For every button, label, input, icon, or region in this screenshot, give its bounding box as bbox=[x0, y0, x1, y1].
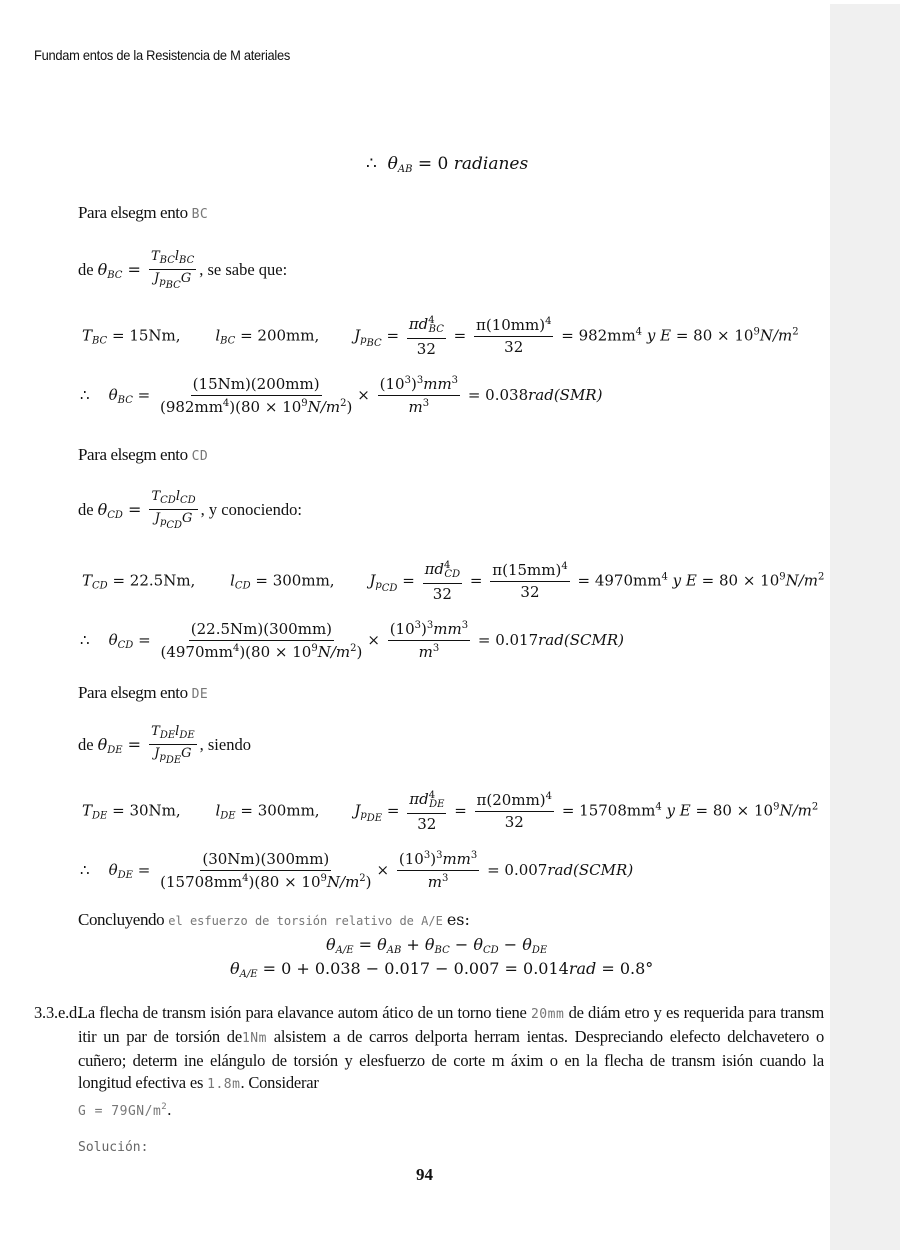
angle-numerator: (22.5Nm)(300mm) bbox=[189, 621, 334, 641]
exponent: 4 bbox=[655, 801, 662, 813]
exponent: 3 bbox=[432, 643, 440, 655]
diameter-term: π(10mm) bbox=[475, 316, 546, 335]
page-number: 94 bbox=[416, 1165, 433, 1184]
exponent: 9 bbox=[773, 801, 780, 813]
subscript: BC bbox=[428, 324, 444, 335]
conv-part: ) bbox=[430, 850, 437, 868]
segment-calculation bbox=[80, 620, 624, 662]
exponent: 3 bbox=[442, 873, 449, 885]
exponent: 9 bbox=[311, 642, 318, 654]
torque-value: = 30Nm, bbox=[112, 801, 181, 820]
J-symbol: J bbox=[154, 745, 160, 761]
exponent: 9 bbox=[320, 872, 327, 884]
therefore-symbol: ∴ bbox=[80, 860, 90, 879]
intro-suffix: , y conociendo: bbox=[200, 500, 302, 519]
equals-sign: = bbox=[386, 326, 400, 345]
conjunction: y bbox=[672, 571, 682, 590]
length-value: = 200mm, bbox=[240, 326, 320, 345]
subscript: DE bbox=[159, 730, 176, 741]
subscript: AB bbox=[386, 945, 402, 956]
exponent: 9 bbox=[301, 397, 308, 409]
exponent: 2 bbox=[792, 326, 799, 338]
segment-calculation bbox=[80, 850, 633, 892]
pi-d-symbol: πd bbox=[409, 790, 429, 808]
l-symbol: l bbox=[175, 724, 180, 739]
subscript: BC bbox=[159, 255, 175, 266]
p-symbol: p bbox=[360, 335, 367, 347]
subscript: CD bbox=[107, 510, 123, 521]
length-value: = 300mm, bbox=[255, 571, 335, 590]
equals-sign: = bbox=[127, 260, 141, 279]
conv-part: mm bbox=[433, 620, 462, 638]
segment-values bbox=[82, 560, 824, 603]
conv-part: ) bbox=[421, 620, 427, 638]
exponent: 2 bbox=[818, 571, 825, 583]
conv-part: (10 bbox=[379, 375, 405, 393]
shear-modulus-value: G = 79GN/m bbox=[78, 1104, 162, 1119]
theta-symbol: θ bbox=[97, 260, 108, 279]
pi-d-symbol: πd bbox=[408, 315, 429, 333]
denominator: 32 bbox=[416, 339, 436, 358]
polar-moment-formula bbox=[407, 790, 446, 833]
J-symbol: J bbox=[369, 571, 376, 590]
diameter-term: π(15mm) bbox=[492, 561, 562, 580]
length-value: 1.8m bbox=[207, 1077, 241, 1092]
segment-values bbox=[82, 790, 818, 833]
equals-sign: = bbox=[402, 571, 415, 590]
modulus-unit: N/m bbox=[759, 326, 793, 345]
conclusion-line bbox=[78, 910, 470, 930]
polar-moment-formula bbox=[407, 315, 446, 358]
exponent: 3 bbox=[404, 375, 411, 386]
subscript: DE bbox=[117, 869, 133, 881]
subscript: DE bbox=[220, 810, 236, 822]
exponent: 4 bbox=[242, 872, 249, 884]
subscript: DE bbox=[429, 799, 445, 810]
T-symbol: T bbox=[151, 489, 161, 504]
segment-heading-text: Para elsegm ento bbox=[78, 445, 188, 464]
torque-value: = 15Nm, bbox=[111, 326, 181, 345]
conv-part: ) bbox=[410, 375, 417, 393]
den-part: N/m bbox=[326, 872, 360, 891]
exponent: 3 bbox=[422, 398, 430, 410]
angle-unit: rad(SMR) bbox=[528, 385, 603, 404]
subscript: BC bbox=[107, 270, 123, 281]
diameter-term: π(20mm) bbox=[476, 791, 546, 810]
therefore-symbol: ∴ bbox=[80, 385, 90, 404]
subscript: BC bbox=[179, 255, 195, 266]
angle-fraction bbox=[158, 376, 354, 417]
solution-label: Solución: bbox=[78, 1140, 149, 1155]
polar-moment-substitution bbox=[475, 791, 554, 832]
subscript: BC bbox=[92, 335, 108, 347]
equals-value: = 0 bbox=[417, 154, 449, 174]
equation-term: + θ bbox=[401, 935, 435, 954]
segment-heading bbox=[78, 203, 208, 223]
total-angle-result bbox=[230, 959, 653, 980]
subscript: CD bbox=[482, 945, 499, 956]
exponent: 3 bbox=[451, 375, 459, 386]
segment-formula-intro bbox=[78, 490, 302, 531]
subscript: A/E bbox=[239, 969, 258, 980]
T-symbol: T bbox=[82, 801, 93, 820]
segment-heading bbox=[78, 683, 208, 703]
l-symbol: l bbox=[230, 571, 235, 590]
G-symbol: G bbox=[180, 270, 192, 286]
segment-heading bbox=[78, 445, 208, 465]
den-part: (982mm bbox=[159, 397, 223, 416]
problem-text: de diám etro y es requerida para transm itir un par de torsión de bbox=[78, 1003, 824, 1046]
exponent: 2 bbox=[359, 872, 366, 884]
equals-sign: = bbox=[454, 801, 467, 820]
torque-value: 1Nm bbox=[241, 1031, 267, 1046]
exponent: 3 bbox=[414, 620, 422, 631]
polar-moment-result: = 982mm bbox=[561, 326, 636, 345]
angle-result: = 0.017 bbox=[477, 630, 539, 649]
subscript: CD bbox=[444, 569, 461, 580]
equals-sign: = bbox=[469, 571, 483, 590]
torsion-formula bbox=[149, 725, 197, 766]
modulus-value: = 80 × 10 bbox=[695, 801, 774, 820]
segment-heading-text: Para elsegm ento bbox=[78, 203, 188, 222]
exponent: 9 bbox=[753, 326, 760, 338]
therefore-symbol: ∴ bbox=[366, 154, 377, 174]
running-header: Fundam entos de la Resistencia de M ateriales bbox=[34, 47, 291, 63]
exponent: 2 bbox=[161, 1102, 168, 1112]
exponent: 2 bbox=[350, 642, 357, 654]
angle-result: = 0.007 bbox=[487, 860, 548, 879]
segment-formula-intro bbox=[78, 725, 251, 766]
conv-part: m bbox=[418, 643, 433, 662]
problem-text: . Considerar bbox=[240, 1073, 319, 1092]
conv-part: (10 bbox=[389, 620, 415, 638]
conv-part: m bbox=[408, 398, 423, 417]
theta-symbol: θ bbox=[97, 735, 108, 754]
equation-term: − θ bbox=[449, 935, 483, 954]
exponent: 3 bbox=[436, 850, 443, 861]
intro-suffix: , se sabe que: bbox=[199, 260, 288, 279]
conv-part: mm bbox=[423, 375, 452, 393]
conclusion-middle: el esfuerzo de torsión relativo de A/E bbox=[168, 914, 443, 928]
denominator: 32 bbox=[520, 583, 540, 602]
segment-calculation bbox=[80, 375, 602, 417]
equals-sign: = bbox=[127, 735, 142, 754]
result-theta-ab bbox=[366, 154, 528, 175]
equals-sign: = bbox=[138, 630, 151, 649]
side-panel bbox=[830, 4, 900, 1250]
conversion-fraction bbox=[378, 375, 460, 417]
l-symbol: l bbox=[175, 489, 180, 504]
polar-moment-substitution bbox=[490, 561, 569, 602]
exponent: 4 bbox=[545, 316, 552, 328]
l-symbol: l bbox=[215, 801, 221, 820]
exponent: 4 bbox=[661, 571, 668, 583]
den-part: ) bbox=[365, 872, 372, 891]
p-symbol: p bbox=[159, 276, 166, 288]
exponent: 4 bbox=[222, 397, 230, 409]
segment-formula-intro bbox=[78, 250, 287, 291]
angle-result: = 0.038 bbox=[467, 385, 529, 404]
exponent: 4 bbox=[428, 790, 436, 801]
subscript: CD bbox=[92, 580, 108, 592]
conjunction: y bbox=[666, 801, 675, 820]
T-symbol: T bbox=[82, 571, 93, 590]
total-angle-equation bbox=[326, 935, 547, 956]
G-symbol: G bbox=[182, 510, 193, 526]
denominator: 32 bbox=[432, 584, 452, 603]
equals-sign: = bbox=[386, 801, 400, 820]
den-part: )(80 × 10 bbox=[239, 642, 312, 661]
exponent: 4 bbox=[545, 791, 553, 803]
T-symbol: T bbox=[151, 249, 160, 264]
angle-unit: rad(SCMR) bbox=[538, 630, 624, 649]
exponent: 3 bbox=[423, 850, 431, 861]
equation-term: = θ bbox=[358, 935, 387, 954]
polar-moment-result: = 4970mm bbox=[577, 571, 662, 590]
J-symbol: J bbox=[154, 510, 160, 526]
times-sign: × bbox=[367, 630, 380, 649]
subscript: DE bbox=[107, 745, 123, 756]
intro-prefix: de bbox=[78, 500, 94, 519]
den-part: N/m bbox=[317, 642, 351, 661]
subscript: AB bbox=[397, 164, 413, 175]
times-sign: × bbox=[376, 860, 390, 879]
exponent: 3 bbox=[461, 620, 469, 631]
conclusion-end: es: bbox=[446, 910, 470, 929]
polar-moment-result: = 15708mm bbox=[561, 801, 656, 820]
exponent: 4 bbox=[635, 326, 643, 338]
l-symbol: l bbox=[174, 249, 180, 264]
total-angle-value: = 0 + 0.038 − 0.017 − 0.007 = 0.014 bbox=[262, 959, 569, 978]
polar-moment-formula bbox=[423, 560, 463, 603]
T-symbol: T bbox=[82, 326, 93, 345]
exponent: 4 bbox=[444, 560, 451, 571]
equals-sign: = bbox=[137, 860, 151, 879]
therefore-symbol: ∴ bbox=[80, 630, 90, 649]
exponent: 3 bbox=[426, 620, 434, 631]
conversion-fraction bbox=[397, 850, 479, 892]
equation-term: − θ bbox=[498, 935, 532, 954]
p-symbol: p bbox=[375, 580, 382, 592]
subscript: BC bbox=[366, 338, 382, 350]
subscript: DE bbox=[92, 810, 108, 822]
segment-id: DE bbox=[191, 687, 209, 702]
theta-symbol: θ bbox=[97, 500, 108, 519]
intro-prefix: de bbox=[78, 260, 94, 279]
modulus-unit: N/m bbox=[785, 571, 819, 590]
length-value: = 300mm, bbox=[240, 801, 320, 820]
conjunction: y bbox=[646, 326, 656, 345]
p-symbol: p bbox=[159, 516, 167, 528]
J-symbol: J bbox=[354, 326, 361, 345]
conv-part: m bbox=[427, 873, 443, 892]
subscript: DE bbox=[366, 813, 383, 825]
denominator: 32 bbox=[417, 814, 437, 833]
equals-sign: = bbox=[453, 326, 467, 345]
torsion-formula bbox=[149, 490, 197, 531]
subscript: CD bbox=[166, 519, 183, 531]
denominator: 32 bbox=[504, 338, 524, 357]
equals-sign: = bbox=[137, 385, 151, 404]
angle-numerator: (15Nm)(200mm) bbox=[191, 376, 322, 396]
den-part: )(80 × 10 bbox=[229, 397, 302, 416]
equals-sign: = bbox=[127, 500, 142, 519]
subscript: CD bbox=[160, 495, 176, 506]
J-symbol: J bbox=[154, 270, 160, 286]
angle-fraction bbox=[158, 851, 373, 892]
den-part: )(80 × 10 bbox=[248, 872, 321, 891]
pi-d-symbol: πd bbox=[424, 560, 445, 578]
times-sign: × bbox=[357, 385, 370, 404]
l-symbol: l bbox=[215, 326, 221, 345]
den-part: ) bbox=[346, 397, 353, 416]
subscript: BC bbox=[220, 335, 236, 347]
unit: radianes bbox=[453, 154, 529, 174]
E-symbol: E bbox=[660, 326, 672, 345]
problem-statement bbox=[34, 1002, 824, 1123]
den-part: ) bbox=[356, 642, 363, 661]
conv-part: (10 bbox=[398, 850, 424, 868]
E-symbol: E bbox=[679, 801, 691, 820]
exponent: 3 bbox=[416, 375, 424, 386]
problem-number: 3.3.e.d. bbox=[34, 1003, 81, 1022]
T-symbol: T bbox=[151, 724, 160, 739]
intro-prefix: de bbox=[78, 735, 94, 754]
exponent: 3 bbox=[470, 850, 478, 861]
angle-unit: rad(SCMR) bbox=[547, 860, 634, 879]
segment-values bbox=[82, 315, 799, 358]
denominator: 32 bbox=[504, 813, 524, 832]
exponent: 2 bbox=[340, 397, 347, 409]
angle-fraction bbox=[158, 621, 364, 662]
rad-unit: rad bbox=[568, 959, 597, 978]
subscript: CD bbox=[117, 639, 134, 651]
segment-id: CD bbox=[191, 449, 209, 464]
exponent: 4 bbox=[561, 561, 568, 573]
intro-suffix: , siendo bbox=[199, 735, 251, 754]
subscript: BC bbox=[165, 279, 181, 291]
theta-symbol: θ bbox=[387, 154, 398, 174]
torsion-formula bbox=[149, 250, 196, 291]
subscript: CD bbox=[381, 583, 398, 595]
den-part: (15708mm bbox=[160, 872, 243, 891]
theta-symbol: θ bbox=[108, 385, 118, 404]
subscript: BC bbox=[434, 945, 450, 956]
segment-id: BC bbox=[191, 207, 209, 222]
p-symbol: p bbox=[360, 810, 367, 822]
subscript: CD bbox=[234, 580, 251, 592]
subscript: A/E bbox=[335, 945, 354, 956]
problem-text: alsistem a de carros delporta herram ientas. Despreciando elefecto delchavetero o cuñero; determ ine elángulo de torsión y elesfuerzo de corte m áxim o en la flecha de transm isión cuando la longitud efectiva es bbox=[78, 1027, 825, 1092]
modulus-value: = 80 × 10 bbox=[701, 571, 780, 590]
problem-text: La flecha de transm isión para elavance autom ático de un torno tiene bbox=[78, 1003, 527, 1022]
exponent: 4 bbox=[428, 315, 435, 326]
den-part: (4970mm bbox=[160, 642, 233, 661]
subscript: BC bbox=[117, 394, 133, 406]
theta-symbol: θ bbox=[230, 959, 240, 978]
problem-text: . bbox=[167, 1100, 172, 1119]
G-symbol: G bbox=[181, 745, 192, 761]
polar-moment-substitution bbox=[474, 316, 553, 357]
diameter-value: 20mm bbox=[530, 1007, 565, 1022]
den-part: N/m bbox=[307, 397, 341, 416]
subscript: CD bbox=[180, 495, 196, 506]
angle-numerator: (30Nm)(300mm) bbox=[200, 851, 331, 871]
torque-value: = 22.5Nm, bbox=[112, 571, 196, 590]
exponent: 9 bbox=[779, 571, 786, 583]
conversion-fraction bbox=[388, 620, 470, 662]
exponent: 4 bbox=[232, 642, 240, 654]
conclusion-lead: Concluyendo bbox=[78, 910, 165, 929]
J-symbol: J bbox=[354, 801, 361, 820]
theta-symbol: θ bbox=[108, 860, 118, 879]
theta-symbol: θ bbox=[108, 630, 118, 649]
modulus-value: = 80 × 10 bbox=[675, 326, 754, 345]
subscript: DE bbox=[165, 754, 182, 766]
exponent: 2 bbox=[811, 801, 819, 813]
p-symbol: p bbox=[159, 751, 166, 763]
segment-heading-text: Para elsegm ento bbox=[78, 683, 188, 702]
degree-value: = 0.8° bbox=[596, 959, 654, 978]
subscript: DE bbox=[179, 730, 195, 741]
conv-part: mm bbox=[442, 850, 471, 868]
modulus-unit: N/m bbox=[779, 801, 812, 820]
E-symbol: E bbox=[685, 571, 697, 590]
theta-symbol: θ bbox=[326, 935, 336, 954]
subscript: DE bbox=[531, 945, 548, 956]
